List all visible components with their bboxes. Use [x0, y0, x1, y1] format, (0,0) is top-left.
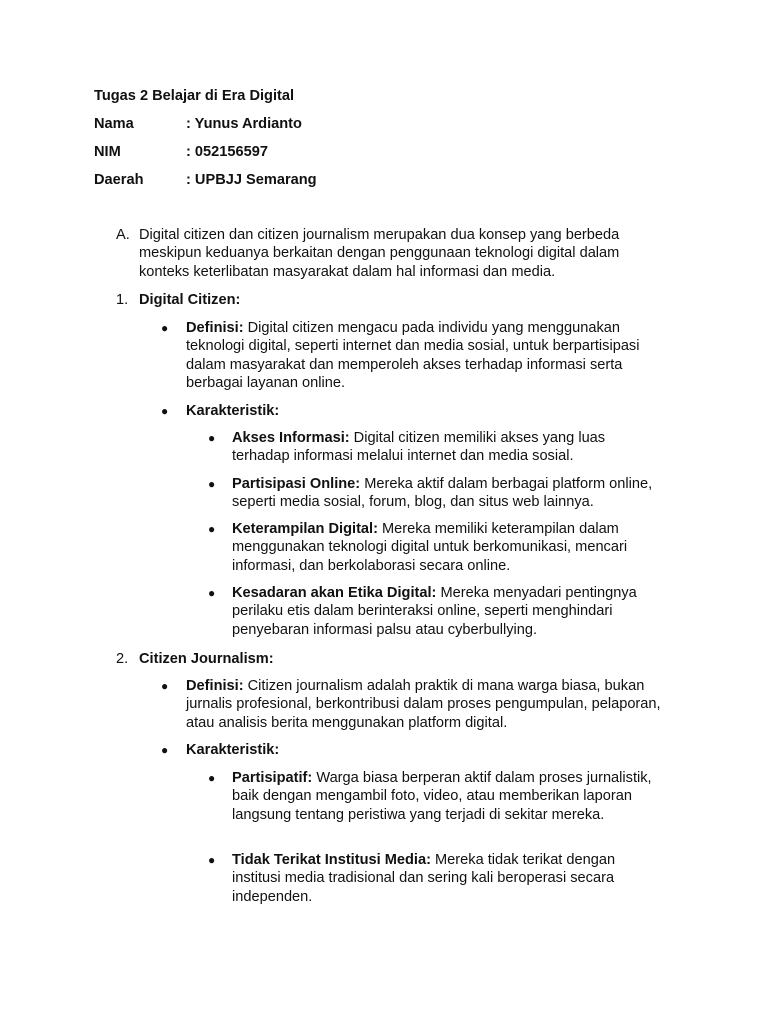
digital-citizen-definition-text: Digital citizen mengacu pada individu yang menggunakan teknologi digital, seperti internet dan media sosial, untuk berpartisipasi dalam masyarakat dan memperoleh akses terhadap informasi serta berbagai layanan online. [186, 320, 640, 392]
digital-citizen-characteristics-label-text: Karakteristik: [186, 403, 280, 419]
list-item-text: Mereka menyadari pentingnya perilaku etis dalam berinteraksi online, seperti menghindari penyebaran informasi palsu atau cyberbullying. [232, 585, 637, 638]
citizen-journalism-definition [161, 677, 681, 732]
field-nim-value: : 052156597 [186, 144, 268, 160]
digital-citizen-marker: 1. [116, 292, 129, 308]
field-daerah [94, 171, 317, 189]
field-nim-label: NIM [94, 144, 121, 160]
list-item-term: Tidak Terikat Institusi Media: [232, 852, 431, 868]
list-item-text: Mereka memiliki keterampilan dalam menggunakan teknologi digital untuk berkomunikasi, mencari informasi, dan berkolaborasi secara online. [232, 521, 628, 574]
digital-citizen-definition-term: Definisi: [186, 320, 244, 336]
digital-citizen-heading [116, 291, 656, 309]
bullet-icon: ● [161, 404, 169, 418]
list-item [208, 475, 653, 512]
list-item [208, 769, 678, 824]
list-item [208, 584, 653, 639]
bullet-icon: ● [208, 771, 216, 785]
document-title-text: Tugas 2 Belajar di Era Digital [94, 88, 295, 104]
section-a [116, 226, 656, 281]
list-item [208, 851, 648, 906]
citizen-journalism-characteristics-label-text: Karakteristik: [186, 742, 280, 758]
bullet-icon: ● [161, 321, 169, 335]
bullet-icon: ● [208, 586, 216, 600]
digital-citizen-heading-text: Digital Citizen: [139, 292, 241, 308]
bullet-icon: ● [208, 853, 216, 867]
digital-citizen-characteristics-label [161, 402, 661, 420]
citizen-journalism-definition-text: Citizen journalism adalah praktik di mana warga biasa, bukan jurnalis profesional, berkontribusi dalam proses pengumpulan, pelaporan, atau analisis berita menggunakan platform digital. [186, 678, 661, 731]
list-item-term: Keterampilan Digital: [232, 521, 378, 537]
document-title [94, 87, 294, 105]
section-a-marker: A. [116, 227, 130, 243]
field-daerah-label: Daerah [94, 172, 144, 188]
bullet-icon: ● [208, 522, 216, 536]
list-item-text: Digital citizen memiliki akses yang luas terhadap informasi melalui internet dan media sosial. [232, 430, 606, 465]
list-item-term: Partisipatif: [232, 770, 313, 786]
citizen-journalism-definition-term: Definisi: [186, 678, 244, 694]
field-daerah-value: : UPBJJ Semarang [186, 172, 317, 188]
field-nim [94, 143, 268, 161]
bullet-icon: ● [161, 679, 169, 693]
citizen-journalism-characteristics-label [161, 741, 661, 759]
list-item-term: Akses Informasi: [232, 430, 350, 446]
bullet-icon: ● [208, 431, 216, 445]
list-item-text: Warga biasa berperan aktif dalam proses jurnalistik, baik dengan mengambil foto, video, atau memberikan laporan langsung tentang peristiwa yang terjadi di sekitar mereka. [232, 770, 652, 823]
field-nama-label: Nama [94, 116, 134, 132]
citizen-journalism-marker: 2. [116, 651, 129, 667]
list-item-term: Kesadaran akan Etika Digital: [232, 585, 437, 601]
field-nama [94, 115, 302, 133]
citizen-journalism-heading [116, 650, 656, 668]
bullet-icon: ● [208, 477, 216, 491]
digital-citizen-definition [161, 319, 661, 393]
field-nama-value: : Yunus Ardianto [186, 116, 302, 132]
bullet-icon: ● [161, 743, 169, 757]
citizen-journalism-heading-text: Citizen Journalism: [139, 651, 274, 667]
list-item [208, 429, 648, 466]
list-item-term: Partisipasi Online: [232, 476, 361, 492]
list-item [208, 520, 653, 575]
section-a-text: Digital citizen dan citizen journalism merupakan dua konsep yang berbeda meskipun keduanya berkaitan dengan penggunaan teknologi digital dalam konteks keterlibatan masyarakat dalam hal informasi dan media. [139, 227, 620, 280]
list-item-text: Mereka tidak terikat dengan institusi media tradisional dan sering kali beroperasi secara independen. [232, 852, 616, 905]
list-item-text: Mereka aktif dalam berbagai platform online, seperti media sosial, forum, blog, dan situs web lainnya. [232, 476, 653, 511]
